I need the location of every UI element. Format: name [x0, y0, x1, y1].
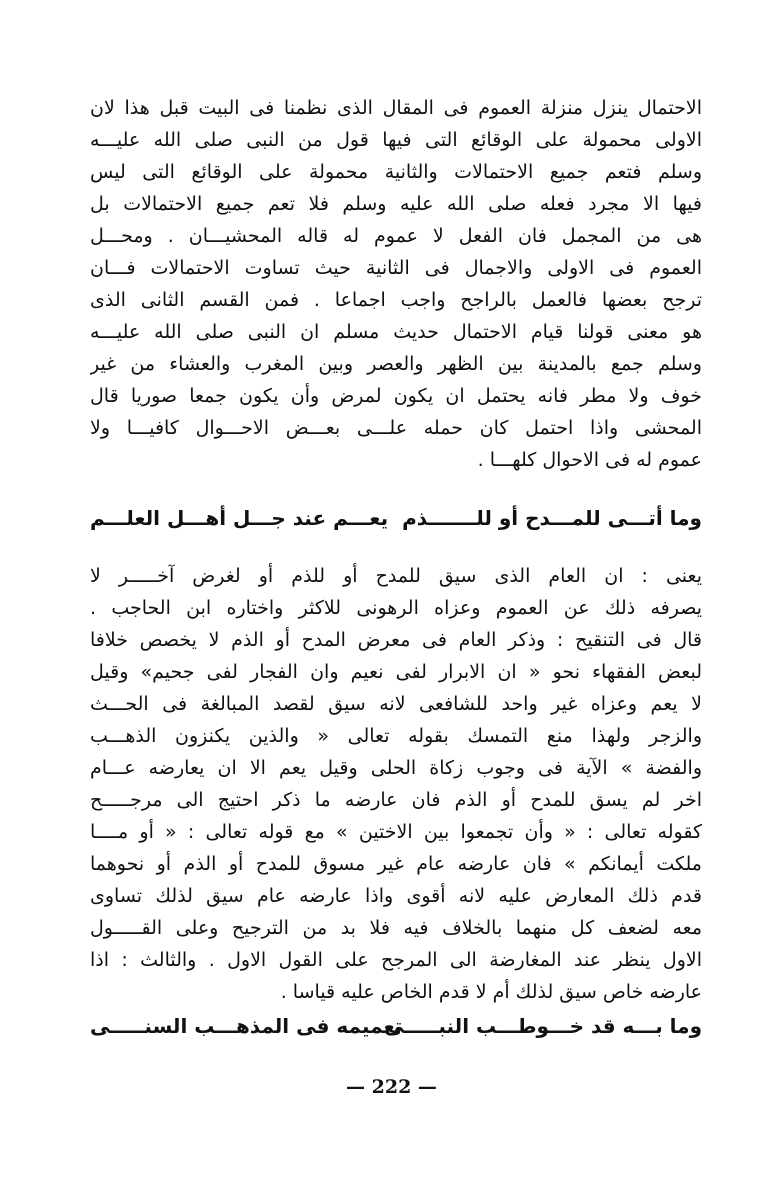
text-line: عموم له فى الاحوال كلهـــا . [477, 449, 702, 471]
text-line: كقوله تعالى : « وأن تجمعوا بين الاختين » مع قوله تعالى : « أو مــــا [90, 821, 702, 843]
text-line: وسلم فتعم جميع الاحتمالات والثانية محمولة على الوقائع التى ليس [90, 161, 702, 183]
text-line: الاول ينظر عند المغارضة الى المرجح على القول الاول . والثالث : اذا [90, 949, 702, 971]
text-line: الاحتمال ينزل منزلة العموم فى المقال الذى نظمنا فى البيت قبل هذا لان [90, 97, 702, 119]
text-line: لبعض الفقهاء نحو « ان الابرار لفى نعيم وان الفجار لفى جحيم» وقيل [90, 661, 702, 683]
text-line: لا يعم وعزاه غير واحد للشافعى لانه سيق لقصد المبالغة فى الحـــث [90, 693, 702, 715]
text-line: هو معنى قولنا قيام الاحتمال حديث مسلم ان النبى صلى الله عليـــه [90, 321, 702, 343]
text-line: المحشى واذا احتمل كان حمله علـــى بعـــض الاحـــوال كافيـــا ولا [90, 417, 702, 439]
text-line: ملكت أيمانكم » فان عارضه عام غير مسوق للمدح أو الذم أو نحوهما [90, 853, 702, 875]
text-line: اخر لم يسق للمدح أو الذم فان عارضه ما ذكر احتيج الى مرجـــــح [90, 789, 702, 811]
text-line: قال فى التنقيح : وذكر العام فى معرض المدح أو الذم لا يخصص خلافا [90, 629, 702, 651]
page-number: — 222 — [346, 1076, 437, 1098]
text-line: العموم فى الاولى والاجمال فى الثانية حيث تساوت الاحتمالات فـــان [90, 257, 702, 279]
verse-second-hemistich: يعـــم عند جـــل أهـــل العلـــم [90, 506, 389, 530]
text-line: عارضه خاص سيق لذلك أم لا قدم الخاص عليه قياسا . [280, 981, 702, 1003]
verse-second-hemistich: تعميمه فى المذهـــب السنـــــى [90, 1014, 403, 1038]
text-line: وسلم جمع بالمدينة بين الظهر والعصر وبين المغرب والعشاء من غير [90, 353, 702, 375]
text-line: فيها الا مجرد فعله صلى الله عليه وسلم فلا تعم جميع الاحتمالات بل [90, 193, 702, 215]
text-line: والفضة » الآية فى وجوب زكاة الحلى وقيل يعم الا ان يعارضه عـــام [90, 757, 702, 779]
page-body [90, 92, 702, 1044]
verse-line-1 [90, 500, 702, 536]
text-line: يعنى : ان العام الذى سيق للمدح أو للذم أو لغرض آخـــــر لا [90, 565, 702, 587]
verse-first-hemistich: وما أتـــى للمـــدح أو للـــــــذم [402, 506, 702, 530]
text-line: معه لضعف كل منهما بالخلاف فيه فلا بد من الترجيح وعلى القـــــول [90, 917, 702, 939]
verse-first-hemistich: وما بـــه قد خـــوطـــب النبـــــى [383, 1014, 702, 1038]
paragraph-commentary-2 [90, 560, 702, 1008]
text-line: ترجح بعضها فالعمل بالراجح واجب اجماعا . فمن القسم الثانى الذى [90, 289, 702, 311]
text-line: يصرفه ذلك عن العموم وعزاه الرهونى للاكثر واختاره ابن الحاجب . [90, 597, 702, 619]
verse-line-2 [90, 1008, 702, 1044]
spacer [90, 536, 702, 560]
text-line: هى من المجمل فان الفعل لا عموم له قاله المحشيـــان . ومحـــل [90, 225, 702, 247]
paragraph-commentary-1 [90, 92, 702, 476]
text-line: خوف ولا مطر فانه يحتمل ان يكون لمرض وأن يكون جمعا صوريا قال [90, 385, 702, 407]
text-line: الاولى محمولة على الوقائع التى فيها قول من النبى صلى الله عليـــه [90, 129, 702, 151]
text-line: والزجر ولهذا منع التمسك بقوله تعالى « والذين يكنزون الذهـــب [90, 725, 702, 747]
text-line: قدم ذلك المعارض عليه لانه أقوى واذا عارضه عام سيق لذلك تساوى [90, 885, 702, 907]
spacer [90, 476, 702, 500]
